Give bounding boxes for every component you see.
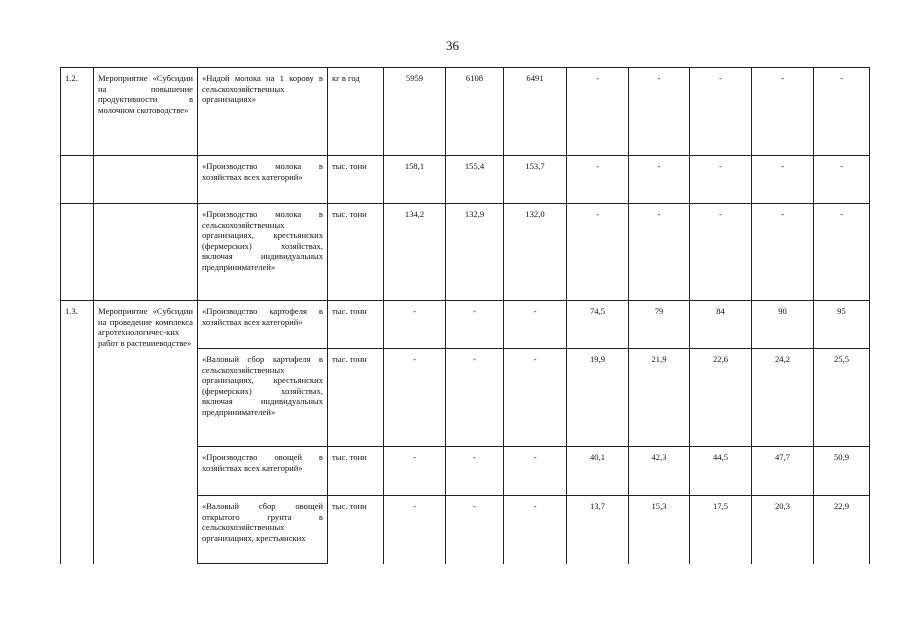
value-cell: 155,4 [446,156,504,204]
unit-cell: тыс. тонн [328,349,384,447]
value-cell: - [752,204,814,301]
table-row [61,156,870,204]
value-cell: - [567,156,629,204]
value-cell: - [690,156,752,204]
value-cell: 158,1 [384,156,446,204]
value-cell: 15,3 [629,496,690,564]
value-cell: - [629,68,690,156]
page-number: 36 [446,38,459,53]
unit-cell: кг в год [328,68,384,156]
value-cell: 44,5 [690,447,752,496]
value-cell: - [504,349,567,447]
value-cell: - [446,349,504,447]
value-cell: - [814,156,870,204]
event-name [94,156,198,204]
value-cell: 95 [814,301,870,349]
value-cell: - [384,349,446,447]
value-cell: - [446,301,504,349]
indicator-name: «Надой молока на 1 корову в сельскохозяйственных организациях» [198,68,328,156]
value-cell: - [567,204,629,301]
value-cell: - [446,496,504,564]
row-number: 1.3. [61,301,94,564]
event-name [94,204,198,301]
value-cell: 24,2 [752,349,814,447]
value-cell: - [384,496,446,564]
unit-cell: тыс. тонн [328,447,384,496]
value-cell: 20,3 [752,496,814,564]
value-cell: 40,1 [567,447,629,496]
unit-cell: тыс. тонн [328,301,384,349]
value-cell: 47,7 [752,447,814,496]
value-cell: 50,9 [814,447,870,496]
indicator-name: «Производство молока в хозяйствах всех категорий» [198,156,328,204]
value-cell: 19,9 [567,349,629,447]
value-cell: 6108 [446,68,504,156]
value-cell: 90 [752,301,814,349]
value-cell: 132,9 [446,204,504,301]
value-cell: - [629,204,690,301]
value-cell: 25,5 [814,349,870,447]
value-cell: 132,0 [504,204,567,301]
row-number: 1.2. [61,68,94,156]
value-cell: 17,5 [690,496,752,564]
value-cell: - [384,301,446,349]
value-cell: 84 [690,301,752,349]
value-cell: 22,6 [690,349,752,447]
value-cell: - [446,447,504,496]
table-row [61,301,870,349]
table-row [61,204,870,301]
value-cell: - [752,68,814,156]
value-cell: - [752,156,814,204]
value-cell: - [690,204,752,301]
event-name: Мероприятие «Субсидии на повышение продуктивности в молочном скотоводстве» [94,68,198,156]
value-cell: - [814,68,870,156]
value-cell: - [504,496,567,564]
table-row [61,68,870,156]
value-cell: - [504,447,567,496]
value-cell: - [504,301,567,349]
value-cell: - [814,204,870,301]
indicator-name: «Валовый сбор картофеля в сельскохозяйственных организациях, крестьянских (фермерских) хозяйствах, включая индивидуальных предпринимателей» [198,349,328,447]
row-number [61,156,94,204]
value-cell: - [690,68,752,156]
indicator-name: «Производство молока в сельскохозяйственных организациях, крестьянских (фермерских) хозяйствах, включая индивидуальных предпринимателей» [198,204,328,301]
unit-cell: тыс. тонн [328,156,384,204]
value-cell: 22,9 [814,496,870,564]
value-cell: - [567,68,629,156]
value-cell: 134,2 [384,204,446,301]
row-number [61,204,94,301]
event-name: Мероприятие «Субсидии на проведение комплекса агротехнологичес-ких работ в растениеводстве» [94,301,198,564]
value-cell: - [384,447,446,496]
value-cell: 79 [629,301,690,349]
indicator-name: «Производство овощей в хозяйствах всех категорий» [198,447,328,496]
value-cell: 5959 [384,68,446,156]
value-cell: 74,5 [567,301,629,349]
indicator-name: «Валовый сбор овощей открытого грунта в сельскохозяйственных организациях, крестьянских [198,496,328,564]
unit-cell: тыс. тонн [328,204,384,301]
value-cell: 21,9 [629,349,690,447]
value-cell: 42,3 [629,447,690,496]
value-cell: 6491 [504,68,567,156]
indicator-name: «Производство картофеля в хозяйствах всех категорий» [198,301,328,349]
unit-cell: тыс. тонн [328,496,384,564]
value-cell: - [629,156,690,204]
value-cell: 153,7 [504,156,567,204]
indicators-table [60,67,870,564]
value-cell: 13,7 [567,496,629,564]
